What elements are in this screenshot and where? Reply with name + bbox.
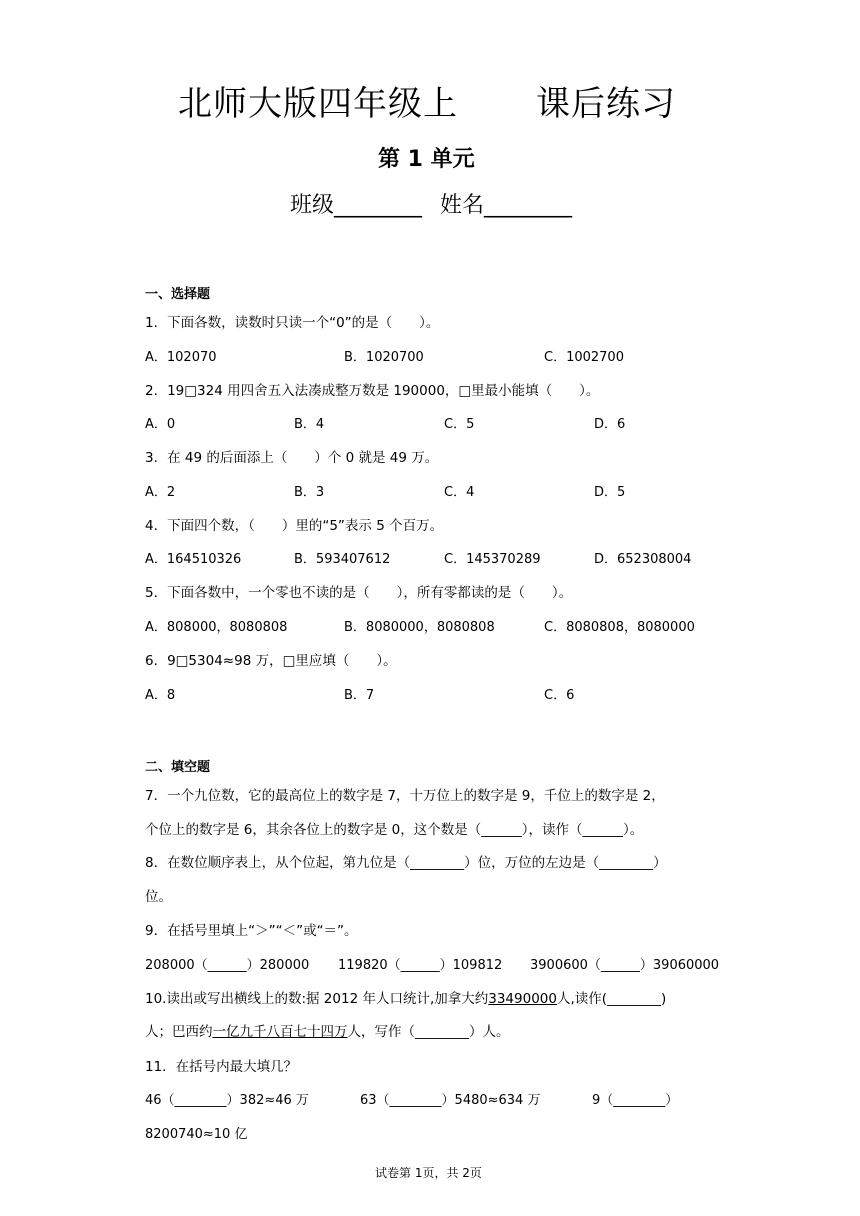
option-1a: A．102070 bbox=[145, 350, 217, 365]
option-3c: C．4 bbox=[444, 485, 475, 500]
question-9: 9．在括号里填上“＞”“＜”或“＝”。 bbox=[145, 923, 358, 939]
question-9-item1: 208000（______）280000 bbox=[145, 958, 310, 973]
option-2d: D．6 bbox=[594, 417, 626, 432]
option-6c: C．6 bbox=[544, 688, 575, 703]
option-3d: D．5 bbox=[594, 485, 626, 500]
question-10-line2 bbox=[145, 1020, 510, 1040]
question-6: 6．9□5304≈98 万，□里应填（ ）。 bbox=[145, 653, 397, 669]
question-4: 4．下面四个数，（ ）里的“5”表示 5 个百万。 bbox=[145, 518, 444, 534]
option-6a: A．8 bbox=[145, 688, 176, 703]
question-7-line2: 个位上的数字是 6，其余各位上的数字是 0，这个数是（______），读作（______）。 bbox=[145, 822, 644, 838]
option-3a: A．2 bbox=[145, 485, 176, 500]
q10-text-a: 10.读出或写出横线上的数:据 2012 年人口统计,加拿大约 bbox=[145, 991, 489, 1007]
question-8-line1: 8．在数位顺序表上，从个位起，第九位是（________）位，万位的左边是（________） bbox=[145, 855, 667, 871]
question-11-line2: 8200740≈10 亿 bbox=[145, 1127, 248, 1142]
question-3: 3．在 49 的后面添上（ ）个 0 就是 49 万。 bbox=[145, 450, 439, 466]
option-5a: A．808000，8080808 bbox=[145, 620, 288, 635]
page-footer: 试卷第 1页，共 2页 bbox=[375, 1166, 482, 1180]
q10-text-d: 人，写作（________）人。 bbox=[347, 1024, 510, 1040]
q10-underlined-words: 一亿九千八百七十四万 bbox=[212, 1024, 348, 1040]
question-11: 11．在括号内最大填几？ bbox=[145, 1059, 298, 1075]
question-8-line2: 位。 bbox=[145, 889, 172, 905]
option-2b: B．4 bbox=[294, 417, 325, 432]
option-4d: D．652308004 bbox=[594, 552, 692, 567]
question-11-item3: 9（________） bbox=[592, 1093, 679, 1108]
option-2c: C．5 bbox=[444, 417, 475, 432]
q10-underlined-number: 33490000 bbox=[488, 991, 557, 1007]
question-11-item2: 63（________）5480≈634 万 bbox=[360, 1093, 541, 1108]
option-1b: B．1020700 bbox=[344, 350, 424, 365]
option-4b: B．593407612 bbox=[294, 552, 391, 567]
title-right: 课后练习 bbox=[536, 84, 676, 124]
question-9-item3: 3900600（______）39060000 bbox=[530, 958, 720, 973]
option-3b: B．3 bbox=[294, 485, 325, 500]
question-7-line1: 7．一个九位数，它的最高位上的数字是 7，十万位上的数字是 9，千位上的数字是 2， bbox=[145, 788, 665, 804]
section-heading-choice: 一、选择题 bbox=[145, 287, 211, 302]
question-11-item1: 46（________）382≈46 万 bbox=[145, 1093, 309, 1108]
section-heading-fill: 二、填空题 bbox=[145, 760, 211, 775]
option-5c: C．8080808，8080000 bbox=[544, 620, 695, 635]
option-4c: C．145370289 bbox=[444, 552, 541, 567]
unit-subtitle: 第 1 单元 bbox=[378, 147, 475, 172]
q10-text-c: 人；巴西约 bbox=[145, 1024, 213, 1040]
name-field: 姓名________ bbox=[440, 193, 573, 218]
q10-text-b: 人,读作(________) bbox=[556, 991, 667, 1007]
option-5b: B．8080000，8080808 bbox=[344, 620, 495, 635]
option-6b: B．7 bbox=[344, 688, 375, 703]
option-2a: A．0 bbox=[145, 417, 176, 432]
question-9-item2: 119820（______）109812 bbox=[338, 958, 503, 973]
question-5: 5．下面各数中，一个零也不读的是（ ），所有零都读的是（ ）。 bbox=[145, 585, 573, 601]
question-1: 1．下面各数，读数时只读一个“0”的是（ ）。 bbox=[145, 315, 440, 331]
title-left: 北师大版四年级上 bbox=[178, 84, 458, 124]
option-1c: C．1002700 bbox=[544, 350, 624, 365]
class-field: 班级________ bbox=[290, 193, 423, 218]
question-10-line1 bbox=[145, 987, 666, 1007]
option-4a: A．164510326 bbox=[145, 552, 242, 567]
question-2: 2．19□324 用四舍五入法凑成整万数是 190000，□里最小能填（ ）。 bbox=[145, 383, 600, 399]
